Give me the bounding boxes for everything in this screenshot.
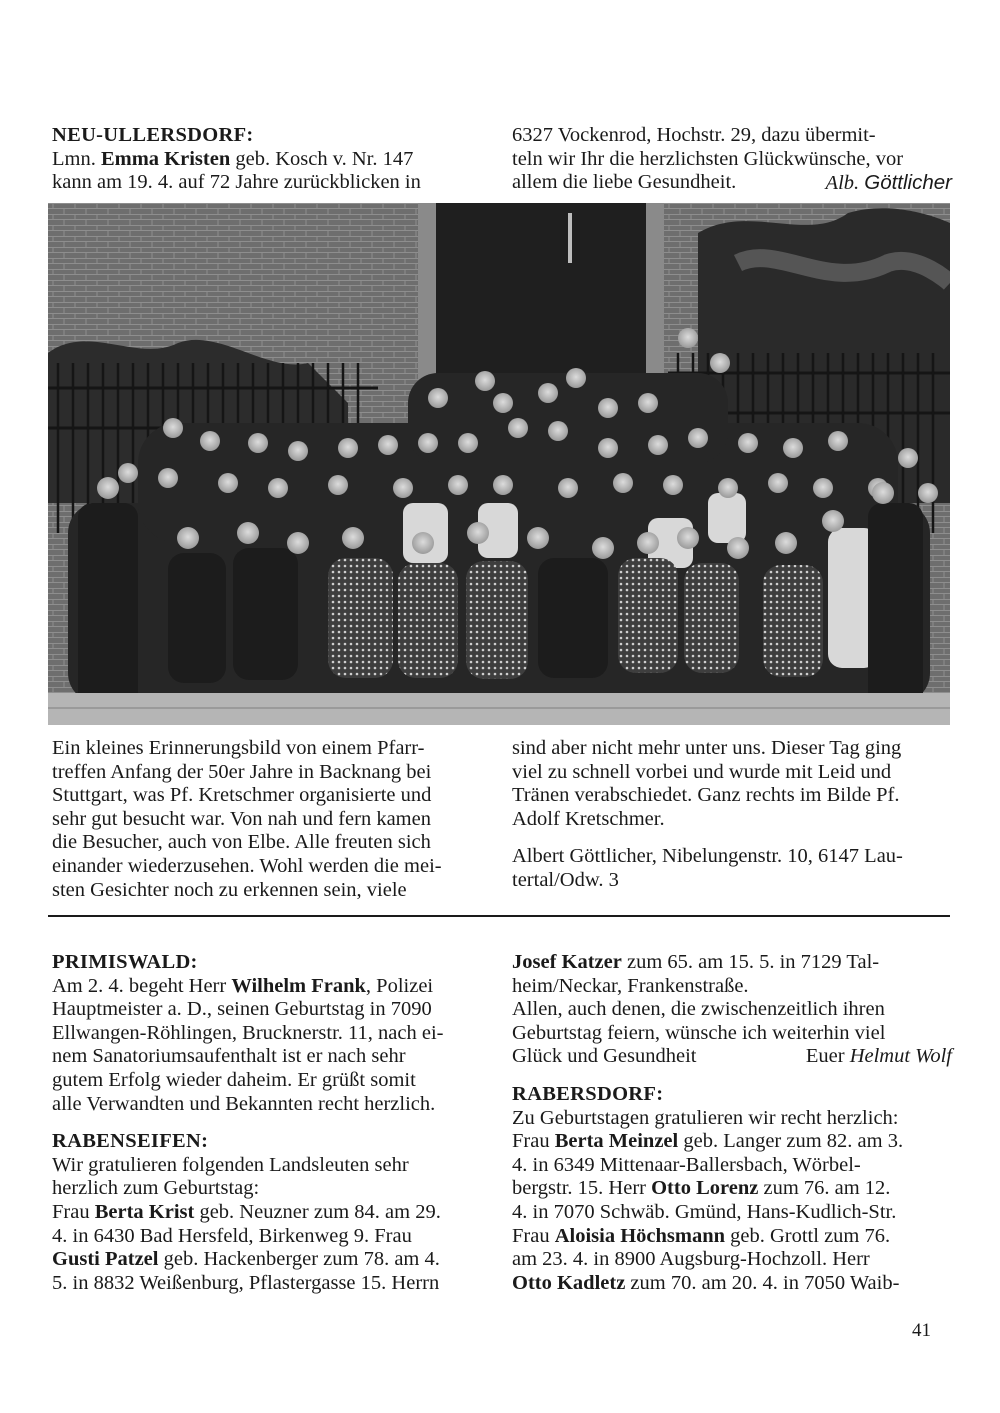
signature: Euer Helmut Wolf xyxy=(805,1045,952,1068)
signature: Alb. Göttlicher xyxy=(825,171,952,195)
author-line: Albert Göttlicher, Nibelungenstr. 10, 6147 Lau- xyxy=(512,845,903,868)
text-line: Tränen verabschiedet. Ganz rechts im Bilde Pf. xyxy=(512,784,900,807)
text-line: die Besucher, auch von Elbe. Alle freuten sich xyxy=(52,831,431,854)
text-line: Lmn. Emma Kristen geb. Kosch v. Nr. 147 xyxy=(52,147,414,170)
top-right-continuation xyxy=(512,124,952,196)
text-line: Ellwangen-Röhlingen, Brucknerstr. 11, nach ei- xyxy=(52,1021,444,1044)
text-line: sehr gut besucht war. Von nah und fern kamen xyxy=(52,807,431,830)
section-heading: NEU-ULLERSDORF: xyxy=(52,124,254,146)
text-line: Geburtstag feiern, wünsche ich weiterhin viel xyxy=(512,1021,886,1044)
neu-ullersdorf-section xyxy=(52,124,482,195)
section-heading: RABERSDORF: xyxy=(512,1082,664,1105)
text-line: Hauptmeister a. D., seinen Geburtstag in 7090 xyxy=(52,998,432,1021)
person-name: Wilhelm Frank xyxy=(231,974,366,997)
text-line: Am 2. 4. begeht Herr Wilhelm Frank, Polizei xyxy=(52,974,434,997)
text-line: Josef Katzer zum 65. am 15. 5. in 7129 Tal- xyxy=(512,951,880,973)
text-line: 5. in 8832 Weißenburg, Pflastergasse 15. Herrn xyxy=(52,1271,440,1294)
photo-image xyxy=(48,203,950,725)
text-line: Ein kleines Erinnerungsbild von einem Pfarr- xyxy=(52,737,425,759)
text-line: sten Gesichter noch zu erkennen sein, viele xyxy=(52,878,407,901)
text-line: einander wiederzusehen. Wohl werden die mei- xyxy=(52,854,442,877)
text-line: sind aber nicht mehr unter uns. Dieser Tag ging xyxy=(512,737,902,759)
author-line: tertal/Odw. 3 xyxy=(512,868,619,891)
person-name: Berta Meinzel xyxy=(554,1130,679,1153)
text-line: 6327 Vockenrod, Hochstr. 29, dazu übermit- xyxy=(512,124,876,146)
text-line: Otto Kadletz zum 70. am 20. 4. in 7050 Waib- xyxy=(512,1271,900,1294)
group-photograph xyxy=(48,203,950,725)
text-line: Glück und Gesundheit Euer Helmut Wolf xyxy=(512,1045,952,1068)
text-line: Gusti Patzel geb. Hackenberger zum 78. am 4. xyxy=(52,1248,440,1271)
text-line: Allen, auch denen, die zwischenzeitlich ihren xyxy=(512,998,885,1021)
person-name: Aloisia Höchsmann xyxy=(554,1224,725,1247)
text-line: 4. in 7070 Schwäb. Gmünd, Hans-Kudlich-Str. xyxy=(512,1200,897,1223)
person-name: Gusti Patzel xyxy=(52,1248,159,1271)
text-line: teln wir Ihr die herzlichsten Glückwünsche, vor xyxy=(512,147,904,170)
text-line: Frau Berta Meinzel geb. Langer zum 82. am 3. xyxy=(512,1130,904,1153)
text-line: 4. in 6430 Bad Hersfeld, Birkenweg 9. Frau xyxy=(52,1224,412,1247)
text-line: heim/Neckar, Frankenstraße. xyxy=(512,974,749,997)
photo-caption-right xyxy=(512,737,952,893)
section-heading: RABENSEIFEN: xyxy=(52,1130,209,1153)
section-divider xyxy=(48,915,950,917)
text-line: kann am 19. 4. auf 72 Jahre zurückblicken in xyxy=(52,171,421,194)
bottom-right-column xyxy=(512,951,952,1295)
text-line: 4. in 6349 Mittenaar-Ballersbach, Wörbel- xyxy=(512,1153,861,1176)
section-heading: PRIMISWALD: xyxy=(52,951,198,973)
text-line: Wir gratulieren folgenden Landsleuten sehr xyxy=(52,1153,409,1176)
text-line: Adolf Kretschmer. xyxy=(512,807,665,830)
person-name: Berta Krist xyxy=(94,1200,195,1223)
text-line: viel zu schnell vorbei und wurde mit Leid und xyxy=(512,760,892,783)
person-name: Otto Kadletz xyxy=(512,1271,626,1294)
bottom-left-column xyxy=(52,951,484,1295)
text-line: Stuttgart, was Pf. Kretschmer organisierte und xyxy=(52,784,432,807)
text-line: allem die liebe Gesundheit. Alb. Göttlicher xyxy=(512,171,952,195)
text-line: treffen Anfang der 50er Jahre in Backnang bei xyxy=(52,760,432,783)
text-line: nem Sanatoriumsaufenthalt ist er nach sehr xyxy=(52,1045,406,1068)
person-name: Emma Kristen xyxy=(100,147,231,170)
person-name: Otto Lorenz xyxy=(651,1177,759,1200)
page-number: 41 xyxy=(912,1320,931,1341)
text-line: am 23. 4. in 8900 Augsburg-Hochzoll. Herr xyxy=(512,1248,870,1271)
text-line: Frau Berta Krist geb. Neuzner zum 84. am 29. xyxy=(52,1200,441,1223)
text-line: bergstr. 15. Herr Otto Lorenz zum 76. am 12. xyxy=(512,1177,891,1200)
text-line: herzlich zum Geburtstag: xyxy=(52,1177,260,1200)
text-line: alle Verwandten und Bekannten recht herzlich. xyxy=(52,1092,436,1115)
person-name: Josef Katzer xyxy=(512,951,622,973)
text-line: gutem Erfolg wieder daheim. Er grüßt somit xyxy=(52,1068,416,1091)
text-line: Frau Aloisia Höchsmann geb. Grottl zum 76. xyxy=(512,1224,891,1247)
text-line: Zu Geburtstagen gratulieren wir recht herzlich: xyxy=(512,1106,899,1129)
photo-caption-left xyxy=(52,737,484,902)
